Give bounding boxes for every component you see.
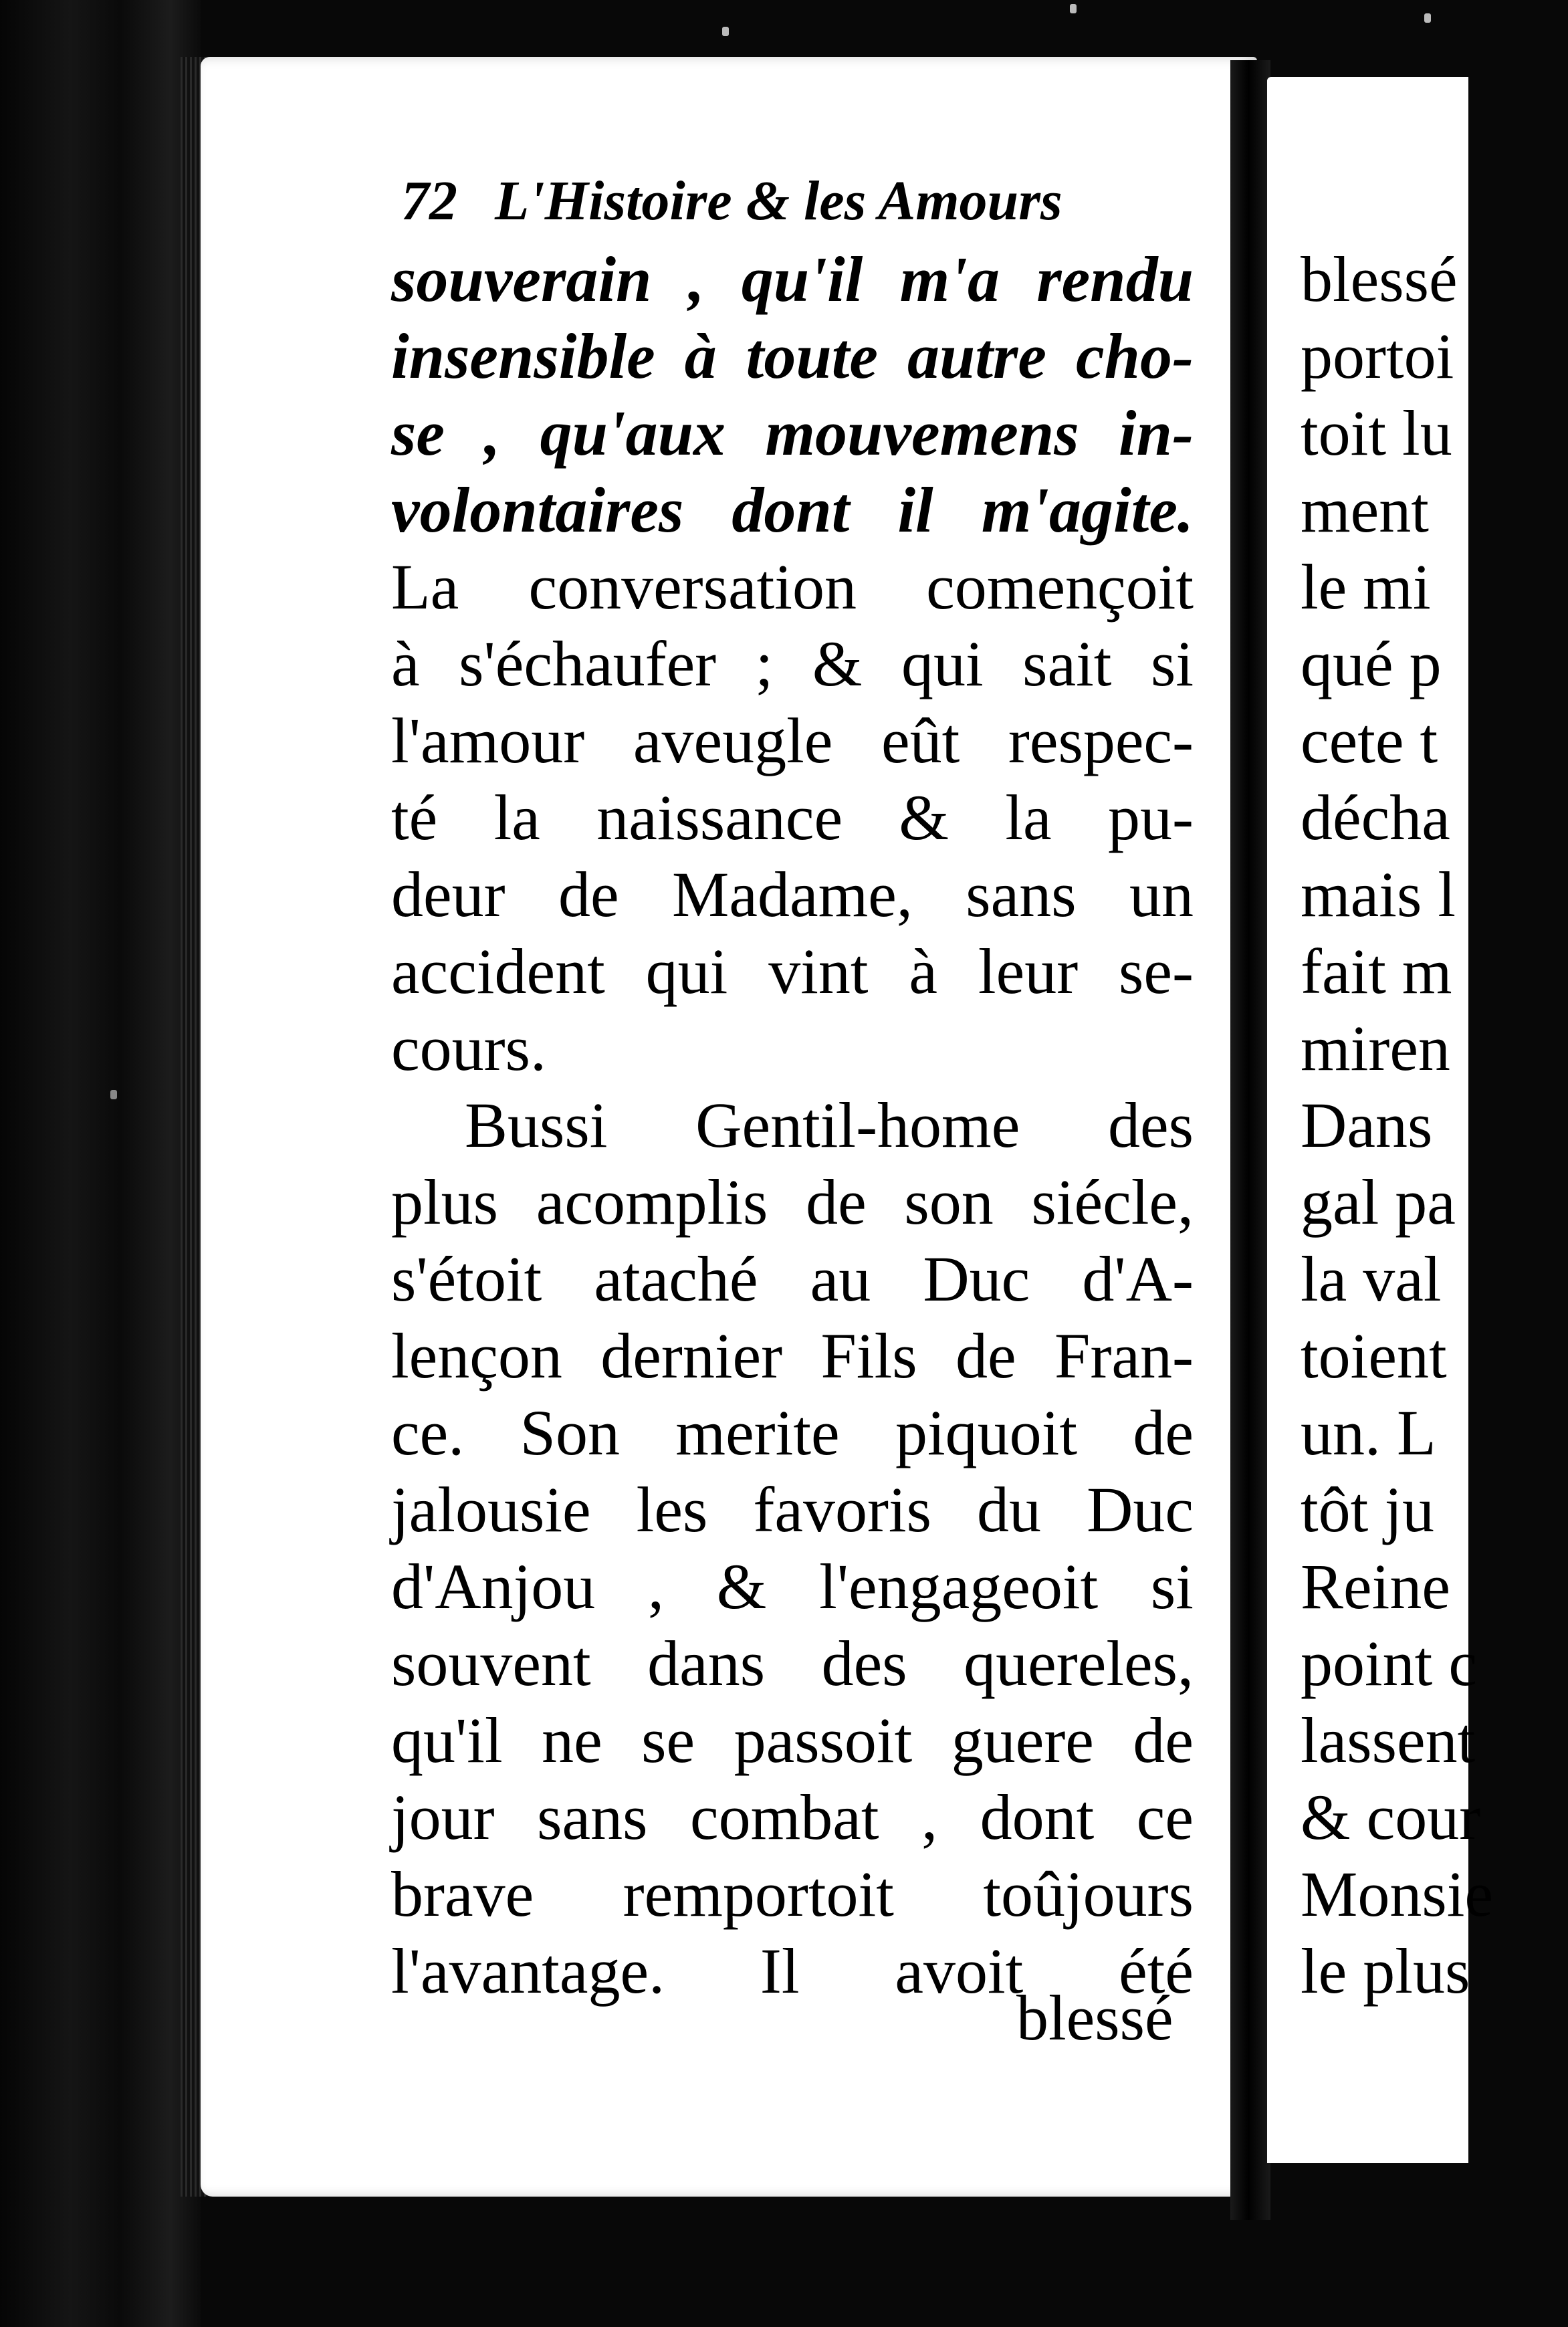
word: toûjours bbox=[983, 1858, 1194, 1930]
word: dans bbox=[647, 1628, 766, 1699]
word: s'étoit bbox=[391, 1243, 542, 1315]
word: à bbox=[909, 935, 938, 1007]
word: dont bbox=[732, 474, 850, 546]
text-line bbox=[391, 1548, 1194, 1625]
word: toute bbox=[746, 320, 879, 392]
word: volontaires bbox=[391, 474, 684, 546]
word: d'A- bbox=[1082, 1243, 1194, 1315]
word: , bbox=[484, 397, 501, 469]
word: sans bbox=[537, 1781, 648, 1853]
word: à bbox=[684, 320, 717, 392]
word: Fran- bbox=[1054, 1320, 1194, 1392]
word: de bbox=[806, 1166, 867, 1238]
word: si bbox=[1150, 1551, 1194, 1622]
word: au bbox=[810, 1243, 871, 1315]
word: la bbox=[493, 782, 540, 853]
word: de bbox=[1133, 1397, 1194, 1468]
word: favoris bbox=[753, 1474, 931, 1545]
word: respec- bbox=[1008, 705, 1194, 776]
text-line bbox=[391, 779, 1194, 856]
word: acomplis bbox=[536, 1166, 768, 1238]
text-line bbox=[391, 1240, 1194, 1317]
word: des bbox=[821, 1628, 907, 1699]
word: son bbox=[904, 1166, 994, 1238]
word: à bbox=[391, 628, 420, 699]
text-line bbox=[391, 1164, 1194, 1240]
facing-text-line: tôt ju bbox=[1301, 1474, 1435, 1545]
facing-text-line: ment bbox=[1301, 474, 1429, 546]
page-number: 72 bbox=[401, 170, 457, 232]
word: Son bbox=[520, 1397, 620, 1468]
text-line bbox=[391, 1471, 1194, 1548]
facing-text-line: lassent bbox=[1301, 1704, 1476, 1776]
word: in- bbox=[1118, 397, 1194, 469]
word: cho- bbox=[1075, 320, 1194, 392]
facing-text-line: portoi bbox=[1301, 320, 1454, 392]
facing-text-line: fait m bbox=[1301, 935, 1452, 1007]
text-line: cours. bbox=[391, 1012, 546, 1084]
facing-text-line: blessé bbox=[1301, 243, 1458, 315]
word: la bbox=[1005, 782, 1052, 853]
word: & bbox=[812, 628, 863, 699]
word: mouvemens bbox=[765, 397, 1079, 469]
word: remportoit bbox=[623, 1858, 894, 1930]
word: , bbox=[921, 1781, 938, 1853]
facing-text-line: miren bbox=[1301, 1012, 1450, 1084]
word: qui bbox=[645, 935, 728, 1007]
speck bbox=[1070, 4, 1077, 13]
text-line bbox=[391, 933, 1194, 1010]
word: & bbox=[716, 1551, 767, 1622]
word: pu- bbox=[1107, 782, 1194, 853]
word: jalousie bbox=[391, 1474, 591, 1545]
word: siécle, bbox=[1031, 1166, 1194, 1238]
word: eût bbox=[881, 705, 960, 776]
word: m'agite. bbox=[981, 474, 1194, 546]
word: l'avantage. bbox=[391, 1935, 665, 2007]
word: , bbox=[688, 243, 705, 315]
word: passoit bbox=[734, 1704, 913, 1776]
facing-text-line: Monsie bbox=[1301, 1858, 1493, 1930]
word: dernier bbox=[600, 1320, 783, 1392]
word: brave bbox=[391, 1858, 534, 1930]
word: si bbox=[1150, 628, 1194, 699]
speck bbox=[722, 27, 729, 36]
word: , bbox=[648, 1551, 664, 1622]
facing-text-line: Dans bbox=[1301, 1089, 1433, 1161]
word: de bbox=[956, 1320, 1016, 1392]
word: guere bbox=[951, 1704, 1094, 1776]
text-line bbox=[391, 1087, 1194, 1164]
word: lençon bbox=[391, 1320, 562, 1392]
text-line bbox=[391, 395, 1194, 471]
word: souvent bbox=[391, 1628, 591, 1699]
text-line bbox=[391, 625, 1194, 702]
catchword: blessé bbox=[1016, 1982, 1173, 2054]
word: souverain bbox=[391, 243, 652, 315]
text-line bbox=[391, 702, 1194, 779]
speck bbox=[1424, 13, 1431, 23]
word: plus bbox=[391, 1166, 499, 1238]
word: se- bbox=[1119, 935, 1194, 1007]
word: autre bbox=[907, 320, 1047, 392]
text-line bbox=[391, 856, 1194, 933]
word: un bbox=[1129, 859, 1194, 930]
word: il bbox=[897, 474, 933, 546]
word: ne bbox=[542, 1704, 602, 1776]
facing-text-line: mais l bbox=[1301, 859, 1456, 930]
word: qui bbox=[901, 628, 984, 699]
word: des bbox=[1108, 1089, 1194, 1161]
word: insensible bbox=[391, 320, 655, 392]
facing-text-line: le plus bbox=[1301, 1935, 1470, 2007]
word: se bbox=[391, 397, 445, 469]
word: leur bbox=[978, 935, 1079, 1007]
facing-text-line: toit lu bbox=[1301, 397, 1452, 469]
facing-text-line: cete t bbox=[1301, 705, 1438, 776]
word: ; bbox=[755, 628, 774, 699]
word: té bbox=[391, 782, 438, 853]
running-title: L'Histoire & les Amours bbox=[495, 170, 1062, 232]
word: m'a bbox=[899, 243, 1000, 315]
book-gutter bbox=[1230, 60, 1270, 2220]
word: qu'il bbox=[391, 1704, 503, 1776]
main-text bbox=[391, 241, 1194, 2009]
word: merite bbox=[675, 1397, 840, 1468]
word: qu'il bbox=[741, 243, 863, 315]
word: se bbox=[641, 1704, 695, 1776]
facing-text-line: point c bbox=[1301, 1628, 1477, 1699]
word: de bbox=[558, 859, 619, 930]
word: aveugle bbox=[633, 705, 833, 776]
word: començoit bbox=[926, 551, 1194, 623]
word: Gentil-home bbox=[695, 1089, 1020, 1161]
text-line bbox=[391, 1625, 1194, 1702]
word: Fils bbox=[820, 1320, 917, 1392]
word: de bbox=[1133, 1704, 1194, 1776]
facing-page-text bbox=[1301, 241, 1568, 2009]
facing-text-line: gal pa bbox=[1301, 1166, 1456, 1238]
word: les bbox=[636, 1474, 708, 1545]
word: l'amour bbox=[391, 705, 585, 776]
facing-text-line: le mi bbox=[1301, 551, 1431, 623]
page-header bbox=[401, 169, 1062, 232]
facing-text-line: un. L bbox=[1301, 1397, 1436, 1468]
word: naissance bbox=[596, 782, 843, 853]
word: ataché bbox=[594, 1243, 758, 1315]
word: dont bbox=[980, 1781, 1095, 1853]
text-line bbox=[391, 548, 1194, 625]
word: Il bbox=[760, 1935, 800, 2007]
word: l'engageoit bbox=[819, 1551, 1099, 1622]
word: avoit bbox=[895, 1935, 1024, 2007]
word: d'Anjou bbox=[391, 1551, 596, 1622]
text-line bbox=[391, 471, 1194, 548]
facing-text-line: Reine bbox=[1301, 1551, 1450, 1622]
facing-text-line: la val bbox=[1301, 1243, 1442, 1315]
text-line bbox=[391, 1856, 1194, 1932]
word: combat bbox=[690, 1781, 879, 1853]
word: piquoit bbox=[895, 1397, 1077, 1468]
word: s'échaufer bbox=[459, 628, 717, 699]
word: Duc bbox=[1087, 1474, 1194, 1545]
text-line bbox=[391, 1394, 1194, 1471]
word: Duc bbox=[923, 1243, 1030, 1315]
word: conversation bbox=[528, 551, 857, 623]
word: quereles, bbox=[964, 1628, 1194, 1699]
word: qu'aux bbox=[540, 397, 726, 469]
word: vint bbox=[768, 935, 869, 1007]
word: & bbox=[899, 782, 949, 853]
word: accident bbox=[391, 935, 605, 1007]
book-spine bbox=[0, 0, 201, 2327]
text-line bbox=[391, 318, 1194, 395]
text-line bbox=[391, 1779, 1194, 1856]
word: deur bbox=[391, 859, 506, 930]
text-line bbox=[391, 1702, 1194, 1779]
facing-text-line: & cour bbox=[1301, 1781, 1481, 1853]
word: jour bbox=[391, 1781, 495, 1853]
word: sait bbox=[1022, 628, 1112, 699]
text-line bbox=[391, 241, 1194, 318]
facing-text-line: qué p bbox=[1301, 628, 1442, 699]
word: Bussi bbox=[465, 1089, 608, 1161]
word: ce bbox=[1136, 1781, 1194, 1853]
word: Madame, bbox=[672, 859, 913, 930]
facing-text-line: décha bbox=[1301, 782, 1450, 853]
word: sans bbox=[966, 859, 1077, 930]
word: ce. bbox=[391, 1397, 465, 1468]
facing-text-line: toient bbox=[1301, 1320, 1447, 1392]
speck bbox=[110, 1090, 117, 1099]
word: La bbox=[391, 551, 459, 623]
word: rendu bbox=[1036, 243, 1194, 315]
text-line bbox=[391, 1317, 1194, 1394]
word: du bbox=[977, 1474, 1041, 1545]
word: été bbox=[1119, 1935, 1194, 2007]
